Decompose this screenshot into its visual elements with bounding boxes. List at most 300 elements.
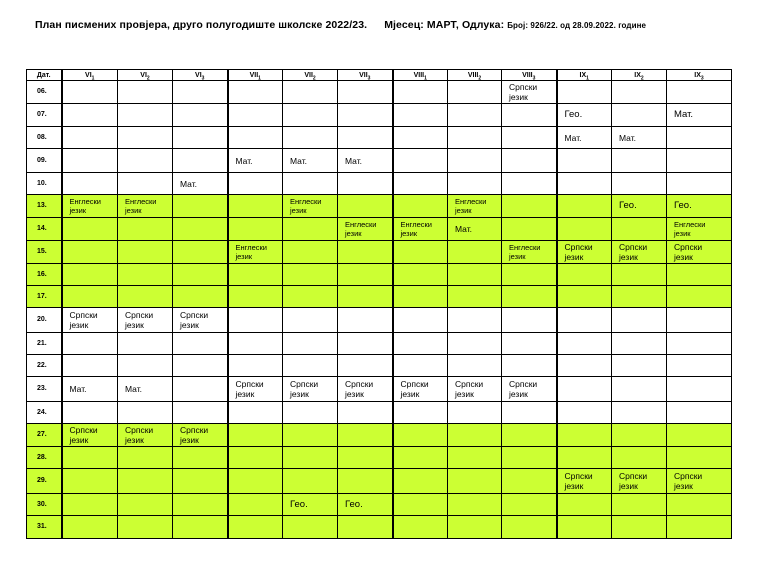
date-cell: 08.	[27, 127, 62, 149]
schedule-cell	[62, 81, 118, 104]
schedule-cell	[557, 355, 612, 377]
table-row	[27, 469, 732, 494]
schedule-cell	[228, 149, 283, 173]
schedule-cell	[228, 494, 283, 516]
header-class: $VI_3$	[173, 70, 228, 81]
date-cell: 20.	[27, 308, 62, 333]
schedule-cell	[612, 447, 667, 469]
schedule-cell	[338, 308, 393, 333]
schedule-cell	[283, 494, 338, 516]
schedule-cell	[118, 173, 173, 195]
schedule-cell	[448, 173, 502, 195]
schedule-cell	[173, 218, 228, 241]
schedule-cell	[62, 195, 118, 218]
schedule-cell	[62, 149, 118, 173]
exam-label: Енглески језик	[400, 220, 432, 238]
schedule-cell	[502, 149, 557, 173]
exam-label: Српски језик	[180, 425, 209, 445]
exam-label: Мат.	[180, 178, 198, 189]
schedule-cell	[338, 81, 393, 104]
exam-label: Српски језик	[509, 379, 538, 399]
exam-label: Српски језик	[69, 310, 98, 330]
schedule-cell	[557, 424, 612, 447]
schedule-cell	[557, 195, 612, 218]
schedule-cell	[393, 516, 448, 539]
schedule-cell	[448, 333, 502, 355]
schedule-cell	[612, 241, 667, 264]
schedule-cell	[118, 104, 173, 127]
schedule-cell	[283, 377, 338, 402]
schedule-cell	[118, 469, 173, 494]
schedule-cell	[502, 333, 557, 355]
schedule-cell	[62, 127, 118, 149]
schedule-cell	[448, 127, 502, 149]
decision-label: Одлука:	[461, 19, 505, 31]
table-row	[27, 516, 732, 539]
table-row	[27, 218, 732, 241]
schedule-cell	[62, 516, 118, 539]
schedule-cell	[557, 377, 612, 402]
date-cell: 21.	[27, 333, 62, 355]
schedule-cell	[118, 241, 173, 264]
schedule-cell	[448, 377, 502, 402]
date-cell: 29.	[27, 469, 62, 494]
schedule-cell	[173, 333, 228, 355]
schedule-cell	[62, 241, 118, 264]
schedule-cell	[338, 149, 393, 173]
schedule-cell	[173, 149, 228, 173]
table-row	[27, 355, 732, 377]
schedule-cell	[667, 308, 732, 333]
schedule-cell	[393, 218, 448, 241]
schedule-cell	[557, 469, 612, 494]
schedule-cell	[228, 286, 283, 308]
schedule-cell	[393, 402, 448, 424]
exam-label: Српски језик	[564, 242, 593, 262]
table-row	[27, 127, 732, 149]
schedule-cell	[448, 81, 502, 104]
date-cell: 15.	[27, 241, 62, 264]
schedule-cell	[228, 333, 283, 355]
schedule-cell	[448, 195, 502, 218]
date-cell: 30.	[27, 494, 62, 516]
exam-label: Српски језик	[400, 379, 429, 399]
schedule-cell	[502, 81, 557, 104]
schedule-cell	[393, 81, 448, 104]
schedule-cell	[173, 377, 228, 402]
exam-label: Гео.	[674, 200, 692, 211]
schedule-cell	[173, 308, 228, 333]
schedule-cell	[612, 218, 667, 241]
schedule-cell	[283, 308, 338, 333]
schedule-cell	[502, 264, 557, 286]
schedule-cell	[667, 81, 732, 104]
table-row	[27, 333, 732, 355]
schedule-cell	[667, 218, 732, 241]
schedule-cell	[118, 333, 173, 355]
schedule-cell	[173, 195, 228, 218]
schedule-cell	[557, 241, 612, 264]
table-row	[27, 241, 732, 264]
schedule-cell	[118, 447, 173, 469]
exam-label: Мат.	[674, 109, 694, 120]
schedule-cell	[62, 494, 118, 516]
schedule-cell	[393, 308, 448, 333]
schedule-cell	[667, 286, 732, 308]
schedule-cell	[173, 424, 228, 447]
schedule-cell	[612, 333, 667, 355]
schedule-cell	[283, 195, 338, 218]
header-class: $IX_3$	[667, 70, 732, 81]
schedule-cell	[502, 469, 557, 494]
schedule-cell	[557, 264, 612, 286]
schedule-cell	[448, 308, 502, 333]
schedule-cell	[338, 173, 393, 195]
schedule-cell	[62, 424, 118, 447]
exam-label: Српски језик	[564, 471, 593, 491]
schedule-cell	[557, 218, 612, 241]
schedule-cell	[173, 516, 228, 539]
date-cell: 13.	[27, 195, 62, 218]
schedule-cell	[502, 286, 557, 308]
date-cell: 28.	[27, 447, 62, 469]
header-class: $VII_2$	[283, 70, 338, 81]
schedule-cell	[557, 333, 612, 355]
exam-label: Српски језик	[345, 379, 374, 399]
table-row	[27, 264, 732, 286]
schedule-cell	[62, 308, 118, 333]
header-class: $VII_3$	[338, 70, 393, 81]
exam-label: Српски језик	[125, 310, 154, 330]
schedule-cell	[612, 195, 667, 218]
header-class: $IX_1$	[557, 70, 612, 81]
schedule-cell	[62, 218, 118, 241]
header-class: $VI_1$	[62, 70, 118, 81]
schedule-cell	[62, 447, 118, 469]
schedule-cell	[338, 218, 393, 241]
exam-label: Српски језик	[180, 310, 209, 330]
schedule-cell	[448, 104, 502, 127]
schedule-cell	[557, 447, 612, 469]
header-class: $IX_2$	[612, 70, 667, 81]
schedule-cell	[612, 104, 667, 127]
schedule-cell	[283, 447, 338, 469]
schedule-cell	[338, 241, 393, 264]
schedule-cell	[502, 308, 557, 333]
schedule-cell	[338, 195, 393, 218]
schedule-cell	[502, 195, 557, 218]
exam-label: Српски језик	[69, 425, 98, 445]
schedule-cell	[502, 377, 557, 402]
exam-label: Српски језик	[619, 242, 648, 262]
date-cell: 22.	[27, 355, 62, 377]
schedule-cell	[502, 516, 557, 539]
header-class: $VIII_3$	[502, 70, 557, 81]
decision-value: Број: 926/22. од 28.09.2022. године	[507, 21, 647, 30]
exam-label: Српски језик	[674, 471, 703, 491]
exam-label: Мат.	[619, 132, 637, 143]
schedule-cell	[612, 494, 667, 516]
exam-label: Мат.	[69, 384, 87, 394]
header-class: $VIII_2$	[448, 70, 502, 81]
schedule-cell	[667, 355, 732, 377]
schedule-cell	[393, 104, 448, 127]
schedule-cell	[448, 494, 502, 516]
schedule-cell	[393, 447, 448, 469]
schedule-cell	[338, 494, 393, 516]
schedule-cell	[667, 424, 732, 447]
schedule-cell	[283, 149, 338, 173]
header-class: $VII_1$	[228, 70, 283, 81]
schedule-cell	[667, 469, 732, 494]
schedule-cell	[667, 264, 732, 286]
schedule-cell	[502, 424, 557, 447]
schedule-cell	[62, 333, 118, 355]
schedule-cell	[228, 218, 283, 241]
exam-label: Мат.	[125, 384, 143, 394]
schedule-cell	[228, 195, 283, 218]
schedule-cell	[502, 355, 557, 377]
schedule-cell	[502, 218, 557, 241]
schedule-cell	[118, 149, 173, 173]
schedule-cell	[667, 333, 732, 355]
schedule-cell	[228, 173, 283, 195]
schedule-cell	[667, 195, 732, 218]
schedule-cell	[502, 127, 557, 149]
schedule-cell	[448, 516, 502, 539]
schedule-cell	[338, 447, 393, 469]
schedule-cell	[612, 424, 667, 447]
exam-label: Мат.	[455, 224, 473, 234]
schedule-cell	[557, 173, 612, 195]
schedule-cell	[118, 127, 173, 149]
schedule-cell	[173, 402, 228, 424]
schedule-cell	[448, 402, 502, 424]
exam-label: Енглески језик	[125, 197, 157, 215]
schedule-cell	[338, 104, 393, 127]
exam-label: Мат.	[345, 155, 363, 166]
exam-label: Гео.	[290, 498, 308, 510]
schedule-cell	[557, 494, 612, 516]
table-row	[27, 173, 732, 195]
schedule-cell	[62, 355, 118, 377]
schedule-cell	[393, 286, 448, 308]
schedule-cell	[338, 424, 393, 447]
schedule-cell	[228, 516, 283, 539]
schedule-cell	[393, 377, 448, 402]
table-row	[27, 195, 732, 218]
schedule-cell	[502, 104, 557, 127]
schedule-cell	[667, 241, 732, 264]
header-class: $VIII_1$	[393, 70, 448, 81]
schedule-cell	[612, 308, 667, 333]
schedule-cell	[228, 264, 283, 286]
month-label: Мјесец:	[384, 19, 424, 31]
schedule-cell	[448, 264, 502, 286]
schedule-cell	[557, 308, 612, 333]
exam-label: Енглески језик	[345, 220, 377, 238]
schedule-cell	[338, 402, 393, 424]
schedule-cell	[173, 447, 228, 469]
schedule-cell	[338, 469, 393, 494]
schedule-cell	[502, 447, 557, 469]
schedule-cell	[448, 241, 502, 264]
schedule-cell	[283, 424, 338, 447]
schedule-cell	[448, 447, 502, 469]
schedule-cell	[173, 264, 228, 286]
schedule-cell	[283, 516, 338, 539]
schedule-cell	[557, 127, 612, 149]
schedule-cell	[283, 241, 338, 264]
schedule-cell	[393, 241, 448, 264]
schedule-cell	[448, 149, 502, 173]
schedule-cell	[393, 355, 448, 377]
exam-label: Енглески језик	[455, 197, 487, 215]
schedule-cell	[173, 469, 228, 494]
schedule-cell	[612, 516, 667, 539]
schedule-cell	[557, 286, 612, 308]
schedule-cell	[338, 264, 393, 286]
schedule-cell	[118, 308, 173, 333]
schedule-cell	[448, 286, 502, 308]
table-row	[27, 377, 732, 402]
schedule-cell	[228, 127, 283, 149]
exam-label: Енглески језик	[509, 243, 541, 261]
schedule-cell	[228, 402, 283, 424]
schedule-cell	[228, 81, 283, 104]
schedule-cell	[393, 494, 448, 516]
schedule-cell	[118, 286, 173, 308]
schedule-cell	[173, 104, 228, 127]
date-cell: 23.	[27, 377, 62, 402]
schedule-cell	[228, 447, 283, 469]
schedule-cell	[448, 424, 502, 447]
schedule-cell	[667, 173, 732, 195]
schedule-cell	[612, 355, 667, 377]
schedule-cell	[448, 355, 502, 377]
schedule-cell	[667, 377, 732, 402]
schedule-cell	[338, 377, 393, 402]
schedule-cell	[228, 469, 283, 494]
schedule-cell	[667, 127, 732, 149]
schedule-cell	[118, 355, 173, 377]
title-main: План писмених провјера, друго полугодиште школске 2022/23.	[35, 19, 368, 31]
table-row	[27, 424, 732, 447]
schedule-cell	[393, 424, 448, 447]
schedule-cell	[62, 173, 118, 195]
schedule-cell	[62, 402, 118, 424]
exam-label: Српски језик	[235, 379, 264, 399]
schedule-cell	[502, 494, 557, 516]
date-cell: 14.	[27, 218, 62, 241]
schedule-cell	[228, 424, 283, 447]
schedule-cell	[667, 494, 732, 516]
date-cell: 06.	[27, 81, 62, 104]
exam-label: Српски језик	[290, 379, 319, 399]
exam-label: Гео.	[564, 109, 583, 120]
schedule-cell	[612, 402, 667, 424]
schedule-cell	[283, 402, 338, 424]
exam-label: Гео.	[345, 498, 363, 510]
table-row	[27, 104, 732, 127]
schedule-cell	[62, 264, 118, 286]
schedule-table	[26, 69, 732, 539]
schedule-cell	[612, 469, 667, 494]
date-cell: 07.	[27, 104, 62, 127]
schedule-cell	[338, 516, 393, 539]
header-row	[27, 70, 732, 81]
exam-label: Српски језик	[509, 82, 538, 102]
date-cell: 27.	[27, 424, 62, 447]
schedule-cell	[283, 218, 338, 241]
schedule-cell	[612, 377, 667, 402]
exam-label: Мат.	[564, 132, 582, 143]
schedule-cell	[62, 469, 118, 494]
schedule-cell	[283, 127, 338, 149]
schedule-cell	[118, 424, 173, 447]
schedule-cell	[338, 286, 393, 308]
schedule-cell	[283, 264, 338, 286]
date-cell: 31.	[27, 516, 62, 539]
schedule-cell	[448, 218, 502, 241]
month-value: МАРТ,	[426, 19, 459, 31]
schedule-cell	[118, 516, 173, 539]
schedule-cell	[62, 377, 118, 402]
exam-label: Српски језик	[619, 471, 648, 491]
schedule-cell	[173, 494, 228, 516]
table-row	[27, 81, 732, 104]
exam-label: Мат.	[235, 155, 253, 166]
schedule-cell	[283, 469, 338, 494]
exam-label: Енглески језик	[69, 197, 101, 215]
schedule-cell	[502, 402, 557, 424]
header-class: $VI_2$	[118, 70, 173, 81]
schedule-cell	[667, 402, 732, 424]
exam-label: Енглески језик	[290, 197, 322, 215]
schedule-cell	[393, 333, 448, 355]
schedule-cell	[118, 264, 173, 286]
exam-label: Српски језик	[674, 242, 703, 262]
schedule-cell	[283, 104, 338, 127]
schedule-cell	[283, 333, 338, 355]
date-cell: 09.	[27, 149, 62, 173]
schedule-cell	[118, 377, 173, 402]
schedule-cell	[283, 81, 338, 104]
schedule-cell	[612, 149, 667, 173]
schedule-cell	[557, 402, 612, 424]
table-row	[27, 308, 732, 333]
schedule-cell	[557, 81, 612, 104]
schedule-cell	[283, 355, 338, 377]
schedule-cell	[667, 447, 732, 469]
exam-label: Гео.	[619, 200, 637, 211]
schedule-cell	[338, 355, 393, 377]
schedule-cell	[283, 173, 338, 195]
schedule-cell	[228, 241, 283, 264]
schedule-cell	[667, 149, 732, 173]
table-row	[27, 149, 732, 173]
header-date: Дат.	[27, 70, 62, 81]
schedule-cell	[667, 516, 732, 539]
schedule-cell	[118, 195, 173, 218]
schedule-cell	[393, 469, 448, 494]
schedule-cell	[228, 355, 283, 377]
schedule-cell	[118, 494, 173, 516]
page-title	[35, 19, 646, 31]
exam-label: Енглески језик	[235, 243, 267, 261]
schedule-cell	[173, 286, 228, 308]
schedule-cell	[228, 308, 283, 333]
